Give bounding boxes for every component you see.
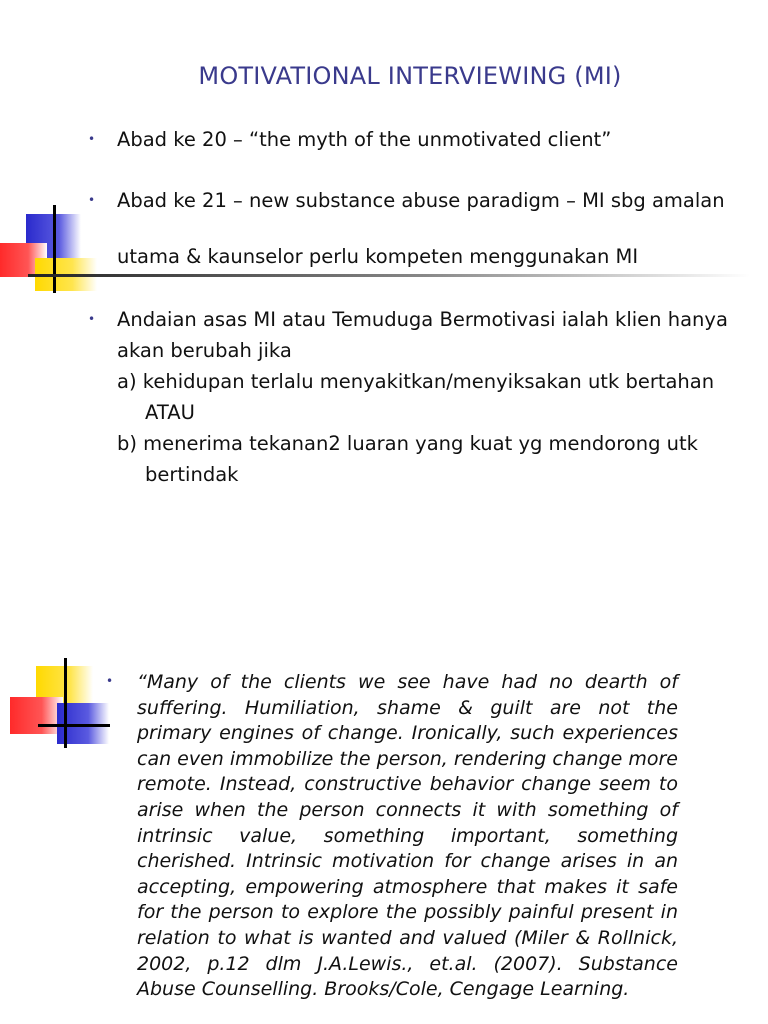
slide-2 (0, 560, 768, 1024)
vertical-rule (53, 205, 56, 293)
bullet-text: Andaian asas MI atau Temuduga Bermotivasi ialah klien hanya (117, 308, 728, 331)
bullet-text-continued: utama & kaunselor perlu kompeten menggunakan MI (117, 245, 639, 268)
bullet-text: Abad ke 20 – “the myth of the unmotivated client” (117, 128, 612, 151)
vertical-rule (64, 658, 67, 748)
bullet-marker: • (88, 132, 96, 146)
bullet-text-continued: akan berubah jika (117, 339, 292, 362)
sub-item-continued: bertindak (145, 463, 239, 486)
sub-item: a) kehidupan terlalu menyakitkan/menyiksakan utk bertahan (117, 370, 715, 393)
bullet-marker: • (88, 312, 96, 326)
horizontal-rule (28, 274, 750, 277)
red-block (10, 697, 63, 734)
bullet-marker: • (88, 193, 96, 207)
horizontal-rule (38, 724, 110, 727)
sub-item-continued: ATAU (145, 401, 195, 424)
bullet-text: Abad ke 21 – new substance abuse paradigm – MI sbg amalan (117, 189, 725, 212)
slide-title: MOTIVATIONAL INTERVIEWING (MI) (198, 62, 622, 90)
bullet-marker: • (106, 674, 114, 688)
sub-item: b) menerima tekanan2 luaran yang kuat yg mendorong utk (117, 432, 698, 455)
quote-paragraph: “Many of the clients we see have had no dearth of suffering. Humiliation, shame & guilt are not the primary engines of change. Ironically, such experiences can even immobilize the person, rendering change more remote. Instead, constructive behavior change seem to arise when the person connects it with something of intrinsic value, something important, something cherished. Intrinsic motivation for change arises in an accepting, empowering atmosphere that makes it safe for the person to explore the possibly painful present in relation to what is wanted and valued (Miler & Rollnick, 2002, p.12 dlm J.A.Lewis., et.al. (2007). Substance Abuse Counselling. Brooks/Cole, Cengage Learning. (137, 671, 678, 1001)
